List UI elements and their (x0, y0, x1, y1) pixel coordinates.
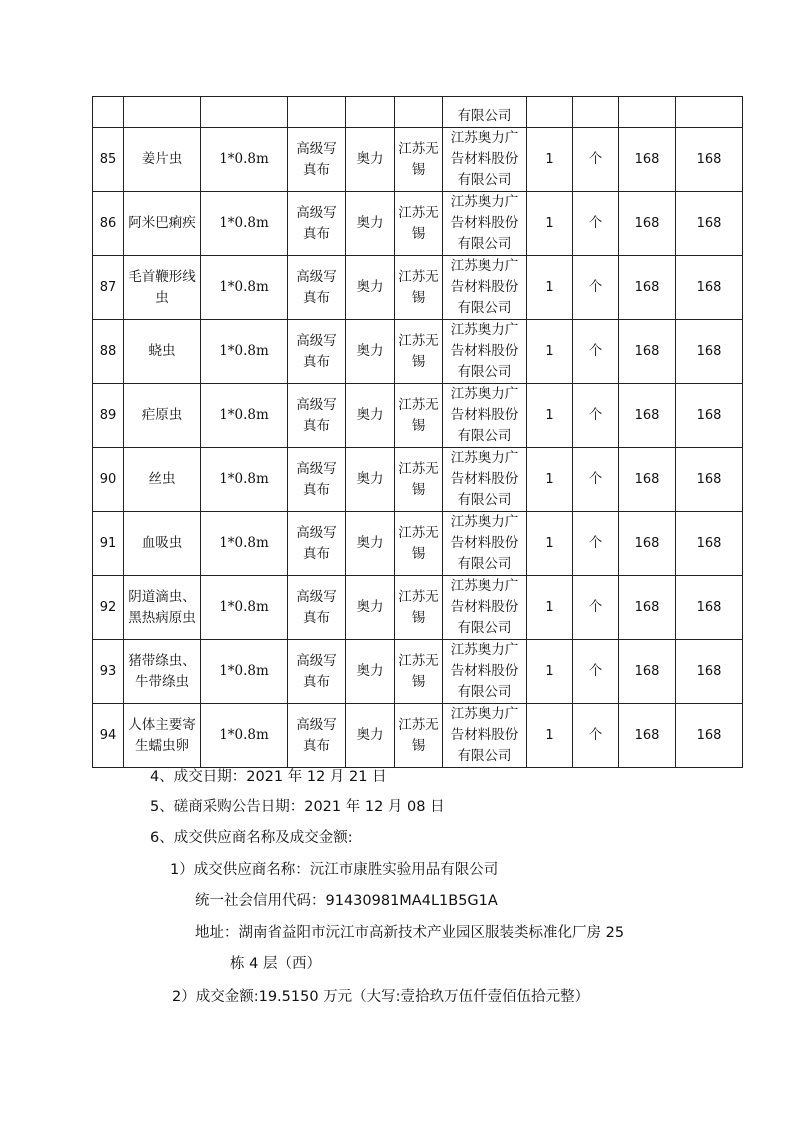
cell-price: 168 (619, 576, 676, 640)
cell-name: 人体主要寄生蠕虫卵 (124, 704, 201, 768)
cell-unit: 个 (573, 384, 619, 448)
cell-brand: 奥力 (346, 192, 395, 256)
cell-qty: 1 (527, 448, 573, 512)
supplier-heading: 6、成交供应商名称及成交金额: (150, 830, 353, 846)
cell-name: 猪带绦虫、牛带绦虫 (124, 640, 201, 704)
cell-unit: 个 (573, 704, 619, 768)
cell-spec: 1*0.8m (201, 320, 288, 384)
procurement-items-table (92, 96, 743, 768)
cell-manufacturer: 江苏奥力广告材料股份有限公司 (443, 640, 527, 704)
table-row (93, 704, 743, 768)
cell-manufacturer: 江苏奥力广告材料股份有限公司 (443, 256, 527, 320)
cell-no: 93 (93, 640, 124, 704)
cell-qty: 1 (527, 384, 573, 448)
cell-material (288, 97, 346, 128)
cell-manufacturer: 江苏奥力广告材料股份有限公司 (443, 128, 527, 192)
cell-total (676, 97, 743, 128)
supplier-name: 1）成交供应商名称：沅江市康胜实验用品有限公司 (170, 862, 499, 878)
cell-name: 阿米巴痢疾 (124, 192, 201, 256)
cell-spec: 1*0.8m (201, 640, 288, 704)
cell-no (93, 97, 124, 128)
cell-origin: 江苏无锡 (395, 192, 443, 256)
cell-material: 高级写真布 (288, 256, 346, 320)
cell-name: 阴道滴虫、黑热病原虫 (124, 576, 201, 640)
cell-total: 168 (676, 192, 743, 256)
cell-unit: 个 (573, 512, 619, 576)
cell-name: 毛首鞭形线虫 (124, 256, 201, 320)
cell-name: 蛲虫 (124, 320, 201, 384)
cell-unit: 个 (573, 576, 619, 640)
cell-total: 168 (676, 640, 743, 704)
cell-qty: 1 (527, 640, 573, 704)
cell-material: 高级写真布 (288, 384, 346, 448)
cell-spec: 1*0.8m (201, 448, 288, 512)
cell-price: 168 (619, 128, 676, 192)
cell-spec (201, 97, 288, 128)
table-row (93, 320, 743, 384)
cell-brand: 奥力 (346, 512, 395, 576)
cell-total: 168 (676, 512, 743, 576)
cell-manufacturer: 江苏奥力广告材料股份有限公司 (443, 320, 527, 384)
cell-price: 168 (619, 256, 676, 320)
cell-qty: 1 (527, 256, 573, 320)
cell-material: 高级写真布 (288, 128, 346, 192)
cell-no: 87 (93, 256, 124, 320)
cell-qty: 1 (527, 512, 573, 576)
cell-unit: 个 (573, 192, 619, 256)
cell-qty: 1 (527, 320, 573, 384)
cell-total: 168 (676, 704, 743, 768)
cell-spec: 1*0.8m (201, 384, 288, 448)
cell-spec: 1*0.8m (201, 256, 288, 320)
cell-brand (346, 97, 395, 128)
table-row (93, 512, 743, 576)
supplier-address-line2: 栋 4 层（西） (230, 956, 321, 972)
cell-brand: 奥力 (346, 128, 395, 192)
cell-origin: 江苏无锡 (395, 576, 443, 640)
cell-name (124, 97, 201, 128)
cell-spec: 1*0.8m (201, 576, 288, 640)
cell-price (619, 97, 676, 128)
table-row (93, 192, 743, 256)
cell-qty: 1 (527, 704, 573, 768)
cell-unit (573, 97, 619, 128)
cell-spec: 1*0.8m (201, 192, 288, 256)
cell-origin: 江苏无锡 (395, 128, 443, 192)
cell-name: 疟原虫 (124, 384, 201, 448)
cell-price: 168 (619, 448, 676, 512)
cell-brand: 奥力 (346, 576, 395, 640)
cell-price: 168 (619, 384, 676, 448)
cell-spec: 1*0.8m (201, 128, 288, 192)
cell-qty: 1 (527, 192, 573, 256)
cell-total: 168 (676, 320, 743, 384)
cell-total: 168 (676, 576, 743, 640)
cell-no: 91 (93, 512, 124, 576)
cell-total: 168 (676, 256, 743, 320)
cell-brand: 奥力 (346, 704, 395, 768)
supplier-address-line1: 地址：湖南省益阳市沅江市高新技术产业园区服装类标准化厂房 25 (195, 925, 625, 941)
table-row (93, 384, 743, 448)
deal-amount: 2）成交金额:19.5150 万元（大写:壹拾玖万伍仟壹佰伍拾元整） (172, 989, 590, 1005)
cell-no: 89 (93, 384, 124, 448)
cell-manufacturer: 江苏奥力广告材料股份有限公司 (443, 448, 527, 512)
cell-material: 高级写真布 (288, 704, 346, 768)
table-row (93, 256, 743, 320)
cell-qty (527, 97, 573, 128)
cell-material: 高级写真布 (288, 448, 346, 512)
cell-total: 168 (676, 128, 743, 192)
cell-unit: 个 (573, 256, 619, 320)
cell-manufacturer: 江苏奥力广告材料股份有限公司 (443, 576, 527, 640)
cell-no: 94 (93, 704, 124, 768)
cell-origin: 江苏无锡 (395, 512, 443, 576)
table-row (93, 448, 743, 512)
cell-unit: 个 (573, 320, 619, 384)
cell-price: 168 (619, 320, 676, 384)
cell-manufacturer: 有限公司 (443, 97, 527, 128)
notice-date: 5、磋商采购公告日期：2021 年 12 月 08 日 (150, 799, 445, 815)
cell-name: 丝虫 (124, 448, 201, 512)
deal-date: 4、成交日期：2021 年 12 月 21 日 (150, 769, 387, 785)
cell-origin: 江苏无锡 (395, 448, 443, 512)
cell-brand: 奥力 (346, 640, 395, 704)
cell-material: 高级写真布 (288, 512, 346, 576)
cell-price: 168 (619, 512, 676, 576)
cell-material: 高级写真布 (288, 192, 346, 256)
cell-material: 高级写真布 (288, 640, 346, 704)
cell-no: 85 (93, 128, 124, 192)
cell-no: 92 (93, 576, 124, 640)
cell-unit: 个 (573, 448, 619, 512)
cell-material: 高级写真布 (288, 320, 346, 384)
cell-price: 168 (619, 704, 676, 768)
cell-total: 168 (676, 448, 743, 512)
cell-origin: 江苏无锡 (395, 704, 443, 768)
cell-price: 168 (619, 192, 676, 256)
cell-origin: 江苏无锡 (395, 320, 443, 384)
cell-unit: 个 (573, 128, 619, 192)
cell-no: 88 (93, 320, 124, 384)
cell-brand: 奥力 (346, 320, 395, 384)
table-row (93, 128, 743, 192)
cell-manufacturer: 江苏奥力广告材料股份有限公司 (443, 704, 527, 768)
cell-no: 86 (93, 192, 124, 256)
cell-total: 168 (676, 384, 743, 448)
cell-unit: 个 (573, 640, 619, 704)
cell-origin: 江苏无锡 (395, 384, 443, 448)
table-body (93, 97, 743, 768)
cell-spec: 1*0.8m (201, 512, 288, 576)
credit-code: 统一社会信用代码：91430981MA4L1B5G1A (195, 893, 498, 909)
cell-material: 高级写真布 (288, 576, 346, 640)
cell-name: 姜片虫 (124, 128, 201, 192)
cell-brand: 奥力 (346, 448, 395, 512)
table-row (93, 640, 743, 704)
cell-qty: 1 (527, 128, 573, 192)
cell-no: 90 (93, 448, 124, 512)
cell-origin (395, 97, 443, 128)
table-row-carryover (93, 97, 743, 128)
cell-manufacturer: 江苏奥力广告材料股份有限公司 (443, 512, 527, 576)
cell-spec: 1*0.8m (201, 704, 288, 768)
cell-origin: 江苏无锡 (395, 640, 443, 704)
table-row (93, 576, 743, 640)
cell-name: 血吸虫 (124, 512, 201, 576)
cell-manufacturer: 江苏奥力广告材料股份有限公司 (443, 192, 527, 256)
cell-brand: 奥力 (346, 384, 395, 448)
cell-qty: 1 (527, 576, 573, 640)
cell-brand: 奥力 (346, 256, 395, 320)
cell-origin: 江苏无锡 (395, 256, 443, 320)
cell-price: 168 (619, 640, 676, 704)
cell-manufacturer: 江苏奥力广告材料股份有限公司 (443, 384, 527, 448)
